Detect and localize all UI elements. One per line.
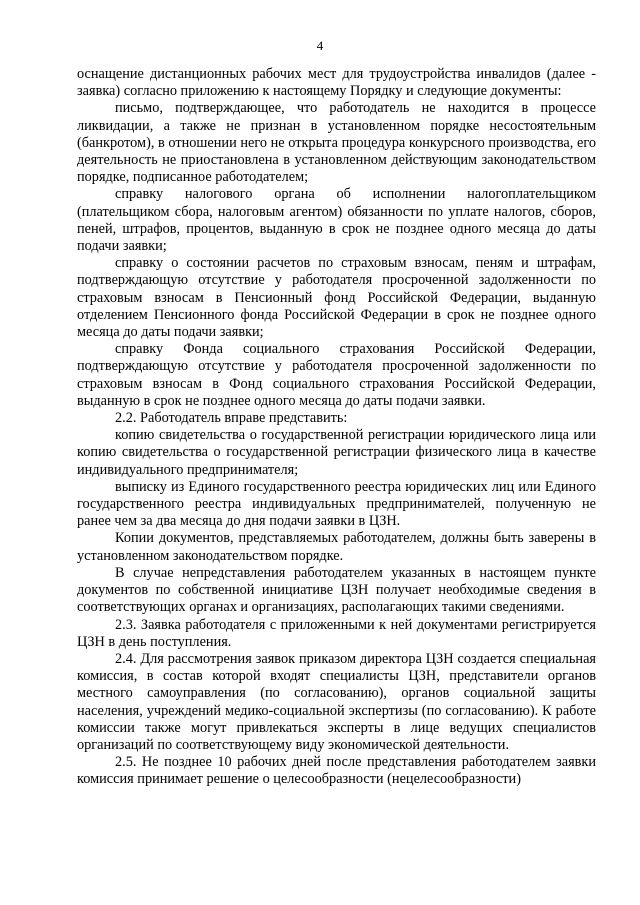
document-body [77, 66, 596, 789]
paragraph-registration-copy: копию свидетельства о государственной регистрации юридического лица или копию свидетельства о государственной регистрации физического лица в качестве индивидуального предпринимателя; [77, 427, 596, 478]
paragraph-section-2-2: 2.2. Работодатель вправе представить: [115, 410, 348, 427]
paragraph-section-2-3: 2.3. Заявка работодателя с приложенными к ней документами регистрируется ЦЗН в день поступления. [77, 616, 596, 650]
paragraph-pension-certificate: справку о состоянии расчетов по страховым взносам, пеням и штрафам, подтверждающую отсутствие у работодателя просроченной задолженности по страховым взносам в Пенсионный фонд Российской Федерации, выданную отделением Пенсионного фонда Российской Федерации в срок не позднее одного месяца до даты подачи заявки; [77, 255, 596, 341]
paragraph-non-submission: В случае непредставления работодателем указанных в настоящем пункте документов по собственной инициативе ЦЗН получает необходимые сведения в соответствующих органах и организациях, располагающих такими сведениями. [77, 564, 596, 616]
paragraph-section-2-5: 2.5. Не позднее 10 рабочих дней после представления работодателем заявки комиссия принимает решение о целесообразности (нецелесообразности) [77, 754, 596, 788]
paragraph-section-2-4: 2.4. Для рассмотрения заявок приказом директора ЦЗН создается специальная комиссия, в состав которой входят специалисты ЦЗН, представители органов местного самоуправления (по согласованию), органов социальной защиты населения, учреждений медико-социальной экспертизы (по согласованию). К работе комиссии также могут привлекаться эксперты в лице ведущих специалистов организаций по соответствующему виду экономической деятельности. [77, 650, 596, 753]
paragraph-copies-certified: Копии документов, представляемых работодателем, должны быть заверены в установленном законодательством порядке. [77, 530, 596, 564]
page-number: 4 [316, 38, 324, 53]
paragraph-documents-intro: оснащение дистанционных рабочих мест для трудоустройства инвалидов (далее - заявка) согласно приложению к настоящему Порядку и следующие документы: [77, 66, 596, 100]
paragraph-liquidation-letter: письмо, подтверждающее, что работодатель не находится в процессе ликвидации, а также не признан в установленном порядке несостоятельным (банкротом), в отношении него не открыта процедура конкурсного производства, его деятельность не приостановлена в установленном действующим законодательством порядке, подписанное работодателем; [77, 100, 596, 186]
paragraph-registry-extract: выписку из Единого государственного реестра юридических лиц или Единого государственного реестра индивидуальных предпринимателей, полученную не ранее чем за два месяца до дня подачи заявки в ЦЗН. [77, 478, 596, 530]
paragraph-tax-certificate: справку налогового органа об исполнении налогоплательщиком (плательщиком сбора, налоговым агентом) обязанности по уплате налогов, сборов, пеней, штрафов, процентов, выданную в срок не позднее одного месяца до даты подачи заявки; [77, 186, 596, 255]
paragraph-social-insurance-certificate: справку Фонда социального страхования Российской Федерации, подтверждающую отсутствие у работодателя просроченной задолженности по страховым взносам в Фонд социального страхования Российской Федерации, выданную в срок не позднее одного месяца до даты подачи заявки. [77, 341, 596, 409]
